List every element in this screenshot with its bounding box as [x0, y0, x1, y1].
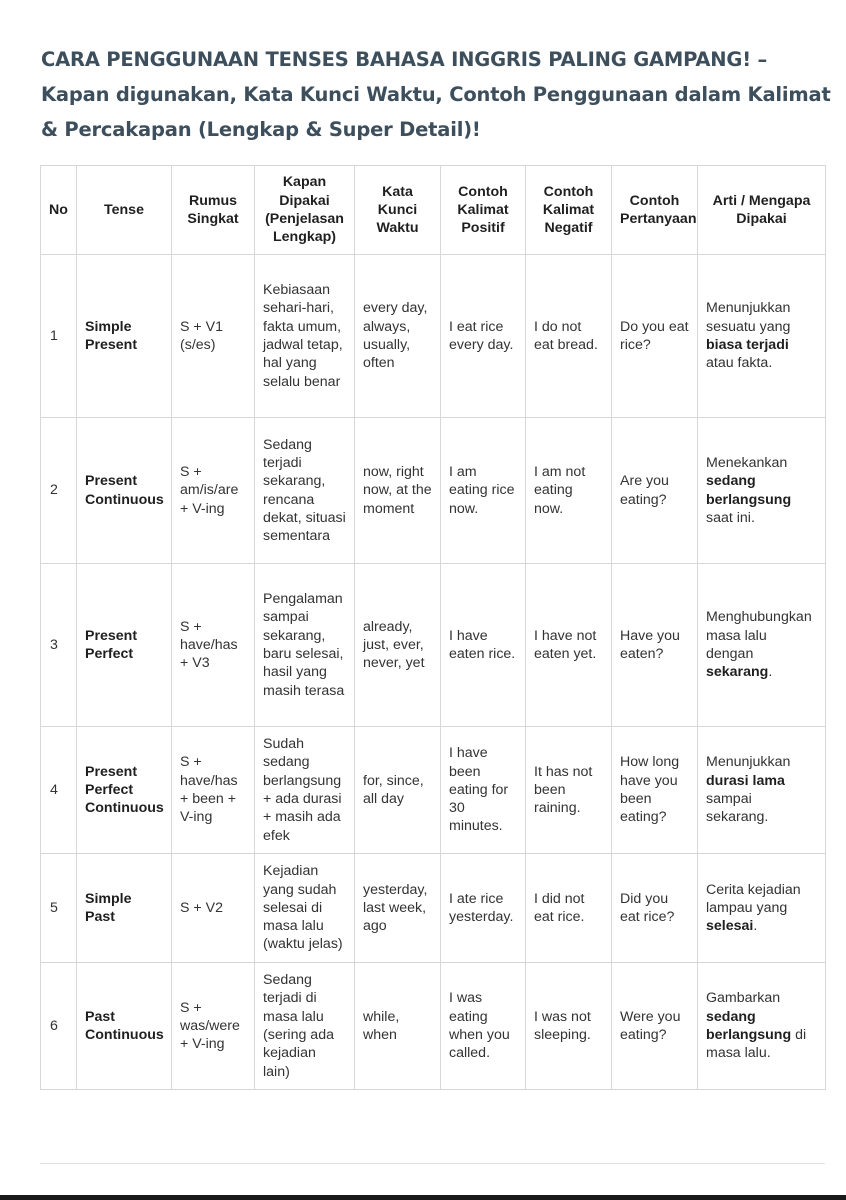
cell-positive: I eat rice every day.: [441, 255, 526, 418]
header-keywords: Kata Kunci Waktu: [355, 166, 441, 255]
header-question: Contoh Pertanyaan: [612, 166, 698, 255]
cell-question: Did you eat rice?: [612, 854, 698, 963]
meaning-text: Gambarkan: [706, 990, 781, 1007]
meaning-text: di masa lalu.: [706, 1027, 807, 1062]
cell-meaning: [698, 418, 826, 564]
meaning-text: Cerita kejadian lampau yang: [706, 881, 801, 916]
cell-formula: S + was/were + V-ing: [172, 963, 255, 1090]
header-tense: Tense: [77, 166, 172, 255]
meaning-text: Menekankan: [706, 454, 788, 471]
cell-negative: I have not eaten yet.: [526, 564, 612, 727]
cell-tense: Past Continuous: [77, 963, 172, 1090]
cell-negative: I am not eating now.: [526, 418, 612, 564]
table-row: [41, 727, 826, 854]
header-when: Kapan Dipakai (Penjelasan Lengkap): [255, 166, 355, 255]
cell-keywords: already, just, ever, never, yet: [355, 564, 441, 727]
cell-keywords: while, when: [355, 963, 441, 1090]
header-positive: Contoh Kalimat Positif: [441, 166, 526, 255]
cell-tense: Present Perfect: [77, 564, 172, 727]
meaning-text: .: [768, 664, 773, 681]
meaning-text: Menunjukkan: [706, 754, 791, 771]
cell-positive: I am eating rice now.: [441, 418, 526, 564]
header-formula: Rumus Singkat: [172, 166, 255, 255]
meaning-text: Menunjukkan sesuatu yang: [706, 300, 791, 335]
meaning-emphasis: sedang berlangsung: [706, 1008, 792, 1043]
cell-no: 2: [41, 418, 77, 564]
meaning-emphasis: sekarang: [706, 664, 769, 681]
footer-divider: [40, 1163, 825, 1164]
cell-question: How long have you been eating?: [612, 727, 698, 854]
cell-keywords: every day, always, usually, often: [355, 255, 441, 418]
table-row: [41, 418, 826, 564]
cell-positive: I have been eating for 30 minutes.: [441, 727, 526, 854]
header-negative: Contoh Kalimat Negatif: [526, 166, 612, 255]
meaning-emphasis: biasa terjadi: [706, 337, 789, 353]
cell-when: Kebiasaan sehari-hari, fakta umum, jadwal tetap, hal yang selalu benar: [255, 255, 355, 418]
table-row: [41, 255, 826, 418]
cell-tense: Simple Past: [77, 854, 172, 963]
meaning-text: atau fakta.: [706, 355, 773, 372]
cell-tense: Simple Present: [77, 255, 172, 418]
header-meaning: Arti / Mengapa Dipakai: [698, 166, 826, 255]
cell-when: Sedang terjadi di masa lalu (sering ada kejadian lain): [255, 963, 355, 1090]
table-row: [41, 854, 826, 963]
meaning-text: sampai sekarang.: [706, 791, 769, 826]
cell-positive: I ate rice yesterday.: [441, 854, 526, 963]
table-row: [41, 963, 826, 1090]
cell-formula: S + V1 (s/es): [172, 255, 255, 418]
table-row: [41, 564, 826, 727]
cell-question: Have you eaten?: [612, 564, 698, 727]
cell-question: Do you eat rice?: [612, 255, 698, 418]
meaning-emphasis: durasi lama: [706, 772, 785, 789]
meaning-text: Menghubungkan masa lalu dengan: [706, 609, 812, 662]
cell-meaning: [698, 854, 826, 963]
page-title: CARA PENGGUNAAN TENSES BAHASA INGGRIS PALING GAMPANG! – Kapan digunakan, Kata Kunci Waktu, Contoh Penggunaan dalam Kalimat & Percakapan (Lengkap & Super Detail)!: [41, 48, 831, 141]
cell-meaning: [698, 727, 826, 854]
bottom-bar: [0, 1195, 846, 1200]
cell-negative: I did not eat rice.: [526, 854, 612, 963]
cell-keywords: for, since, all day: [355, 727, 441, 854]
cell-negative: It has not been raining.: [526, 727, 612, 854]
cell-meaning: [698, 255, 826, 418]
cell-when: Kejadian yang sudah selesai di masa lalu (waktu jelas): [255, 854, 355, 963]
cell-keywords: now, right now, at the moment: [355, 418, 441, 564]
header-no: No: [41, 166, 77, 255]
meaning-emphasis: selesai: [706, 918, 754, 935]
cell-formula: S + have/has + V3: [172, 564, 255, 727]
cell-meaning: [698, 963, 826, 1090]
cell-formula: S + have/has + been + V-ing: [172, 727, 255, 854]
tenses-table: [40, 165, 826, 1090]
cell-positive: I was eating when you called.: [441, 963, 526, 1090]
cell-no: 6: [41, 963, 77, 1090]
cell-tense: Present Continuous: [77, 418, 172, 564]
cell-no: 3: [41, 564, 77, 727]
meaning-emphasis: sedang berlangsung: [706, 473, 792, 508]
meaning-text: .: [753, 918, 758, 935]
cell-question: Were you eating?: [612, 963, 698, 1090]
cell-positive: I have eaten rice.: [441, 564, 526, 727]
cell-question: Are you eating?: [612, 418, 698, 564]
cell-negative: I do not eat bread.: [526, 255, 612, 418]
cell-no: 1: [41, 255, 77, 418]
cell-when: Sedang terjadi sekarang, rencana dekat, situasi sementara: [255, 418, 355, 564]
cell-negative: I was not sleeping.: [526, 963, 612, 1090]
cell-no: 4: [41, 727, 77, 854]
meaning-text: saat ini.: [706, 509, 755, 526]
cell-no: 5: [41, 854, 77, 963]
cell-tense: Present Perfect Continuous: [77, 727, 172, 854]
cell-when: Sudah sedang berlangsung + ada durasi + masih ada efek: [255, 727, 355, 854]
cell-formula: S + V2: [172, 854, 255, 963]
cell-formula: S + am/is/are + V-ing: [172, 418, 255, 564]
table-header-row: [41, 166, 826, 255]
cell-when: Pengalaman sampai sekarang, baru selesai, hasil yang masih terasa: [255, 564, 355, 727]
cell-keywords: yesterday, last week, ago: [355, 854, 441, 963]
cell-meaning: [698, 564, 826, 727]
